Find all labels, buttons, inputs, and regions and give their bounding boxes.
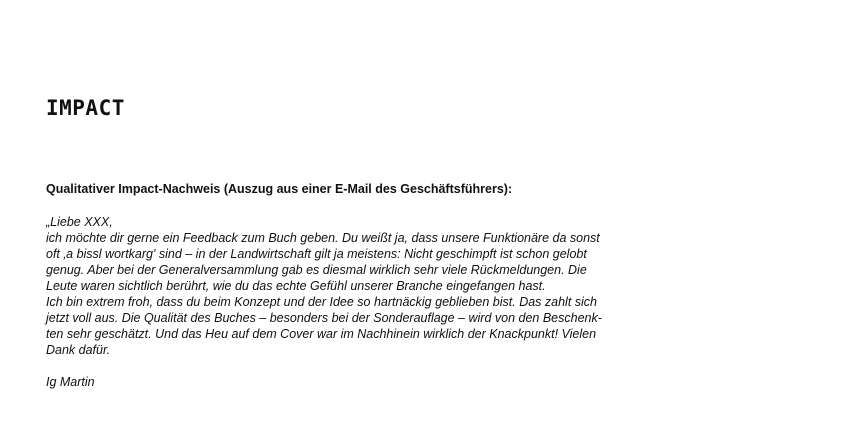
paragraph-gap [46, 358, 606, 374]
section-title: IMPACT [46, 96, 125, 120]
quote-intro-heading: Qualitativer Impact-Nachweis (Auszug aus einer E-Mail des Geschäftsführers): [46, 182, 513, 196]
quote-line: ten sehr geschätzt. Und das Heu auf dem Cover war im Nachhinein wirklich der Knackpunkt! Vielen [46, 327, 597, 341]
quote-line: ich möchte dir gerne ein Feedback zum Buch geben. Du weißt ja, dass unsere Funktionäre da sonst [46, 231, 600, 245]
quote-line: Leute waren sichtlich berührt, wie du das echte Gefühl unserer Branche eingefangen hast. [46, 279, 546, 293]
quote-line: „Liebe XXX, [46, 215, 113, 229]
quote-line: oft ‚a bissl wortkarg' sind – in der Landwirtschaft gilt ja meistens: Nicht geschimpft ist schon gelobt [46, 247, 587, 261]
quote-signature: Ig Martin [46, 375, 95, 389]
quote-line: jetzt voll aus. Die Qualität des Buches – besonders bei der Sonderauflage – wird von den Beschenk- [46, 311, 602, 325]
quote-line: genug. Aber bei der Generalversammlung gab es diesmal wirklich sehr viele Rückmeldungen. Die [46, 263, 587, 277]
quote-line: Dank dafür. [46, 343, 111, 357]
email-quote [46, 214, 606, 390]
quote-line: Ich bin extrem froh, dass du beim Konzept und der Idee so hartnäckig geblieben bist. Das zahlt sich [46, 295, 598, 309]
